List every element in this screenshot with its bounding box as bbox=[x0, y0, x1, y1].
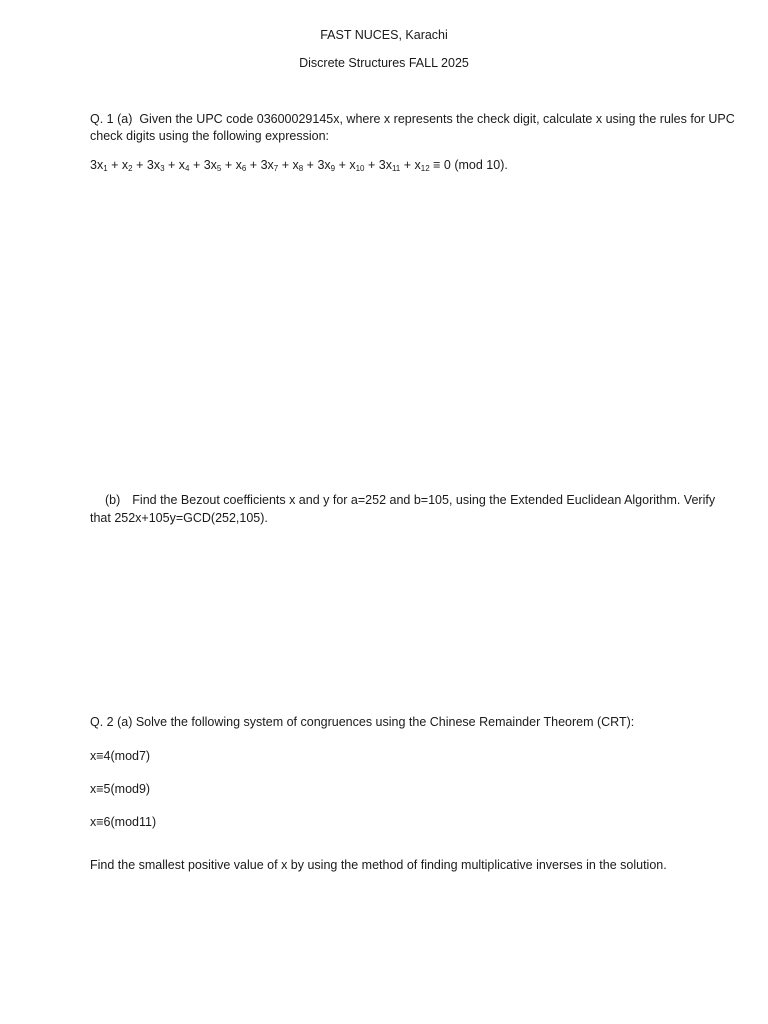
term-coefficient: 3 bbox=[317, 158, 325, 172]
expression-term bbox=[261, 158, 279, 172]
congruence-2: x≡5(mod9) bbox=[90, 782, 151, 796]
congruence-1: x≡4(mod7) bbox=[90, 749, 151, 763]
term-subscript: 3 bbox=[160, 164, 165, 173]
q1b-question-line2: that 252x+105y=GCD(252,105). bbox=[90, 511, 268, 525]
expression-term bbox=[147, 158, 165, 172]
expression-term bbox=[292, 158, 303, 172]
term-variable: x bbox=[121, 158, 129, 172]
expression-term bbox=[236, 158, 247, 172]
upc-expression bbox=[90, 157, 690, 174]
plus-sign: + bbox=[221, 158, 236, 172]
expression-term bbox=[179, 158, 190, 172]
expression-term bbox=[349, 158, 364, 172]
term-subscript: 7 bbox=[273, 164, 279, 173]
plus-sign: + bbox=[107, 158, 122, 172]
expression-term bbox=[317, 158, 335, 172]
term-variable: x bbox=[324, 158, 331, 172]
q1a-question-line1 bbox=[90, 111, 735, 128]
expression-term bbox=[90, 158, 108, 172]
term-coefficient: 3 bbox=[146, 158, 154, 172]
term-variable: x bbox=[235, 158, 242, 172]
q1b-text-line1: Find the Bezout coefficients x and y for a=252 and b=105, using the Extended Euclidean Algorithm. Verify bbox=[132, 493, 716, 507]
q2a-intro: Q. 2 (a) Solve the following system of congruences using the Chinese Remainder Theorem (CRT): bbox=[90, 715, 635, 729]
term-variable: x bbox=[292, 158, 299, 172]
plus-sign: + bbox=[132, 158, 147, 172]
plus-sign: + bbox=[400, 158, 415, 172]
course-heading: Discrete Structures FALL 2025 bbox=[299, 56, 469, 70]
term-subscript: 9 bbox=[330, 164, 336, 173]
expression-term bbox=[415, 158, 430, 172]
plus-sign: + bbox=[189, 158, 204, 172]
term-coefficient: 3 bbox=[260, 158, 268, 172]
term-variable: x bbox=[178, 158, 186, 172]
congruence-3: x≡6(mod11) bbox=[90, 815, 157, 829]
term-coefficient: 3 bbox=[90, 158, 97, 172]
term-subscript: 11 bbox=[391, 164, 401, 173]
term-subscript: 5 bbox=[216, 164, 222, 173]
plus-sign: + bbox=[164, 158, 179, 172]
term-subscript: 4 bbox=[185, 164, 190, 173]
plus-sign: + bbox=[364, 158, 379, 172]
expression-term bbox=[122, 158, 133, 172]
term-subscript: 6 bbox=[241, 164, 247, 173]
q1b-question-line1 bbox=[90, 492, 716, 509]
term-coefficient: 3 bbox=[378, 158, 386, 172]
term-variable: x bbox=[96, 158, 104, 172]
term-variable: x bbox=[267, 158, 274, 172]
term-variable: x bbox=[385, 158, 392, 172]
q1b-label: (b) bbox=[105, 493, 121, 507]
term-variable: x bbox=[414, 158, 421, 172]
plus-sign: + bbox=[278, 158, 293, 172]
term-subscript: 8 bbox=[298, 164, 304, 173]
term-variable: x bbox=[349, 158, 356, 172]
term-subscript: 2 bbox=[128, 164, 133, 173]
q1a-text-line1: Given the UPC code 03600029145x, where x represents the check digit, calculate x using the rules for UPC bbox=[139, 112, 735, 126]
plus-sign: + bbox=[335, 158, 350, 172]
expression-term bbox=[204, 158, 222, 172]
term-variable: x bbox=[210, 158, 217, 172]
term-subscript: 12 bbox=[420, 164, 430, 173]
q1a-question-line2: check digits using the following expression: bbox=[90, 129, 330, 143]
term-coefficient: 3 bbox=[203, 158, 211, 172]
term-subscript: 1 bbox=[103, 164, 108, 173]
plus-sign: + bbox=[303, 158, 318, 172]
q1a-label: Q. 1 (a) bbox=[90, 112, 133, 126]
institution-heading: FAST NUCES, Karachi bbox=[320, 28, 448, 42]
q2a-instruction: Find the smallest positive value of x by using the method of finding multiplicative inverses in the solution. bbox=[90, 858, 667, 872]
expression-congruence-tail: ≡ 0 (mod 10). bbox=[429, 158, 508, 172]
expression-term bbox=[379, 158, 401, 172]
term-subscript: 10 bbox=[355, 164, 365, 173]
term-variable: x bbox=[153, 158, 161, 172]
plus-sign: + bbox=[246, 158, 261, 172]
